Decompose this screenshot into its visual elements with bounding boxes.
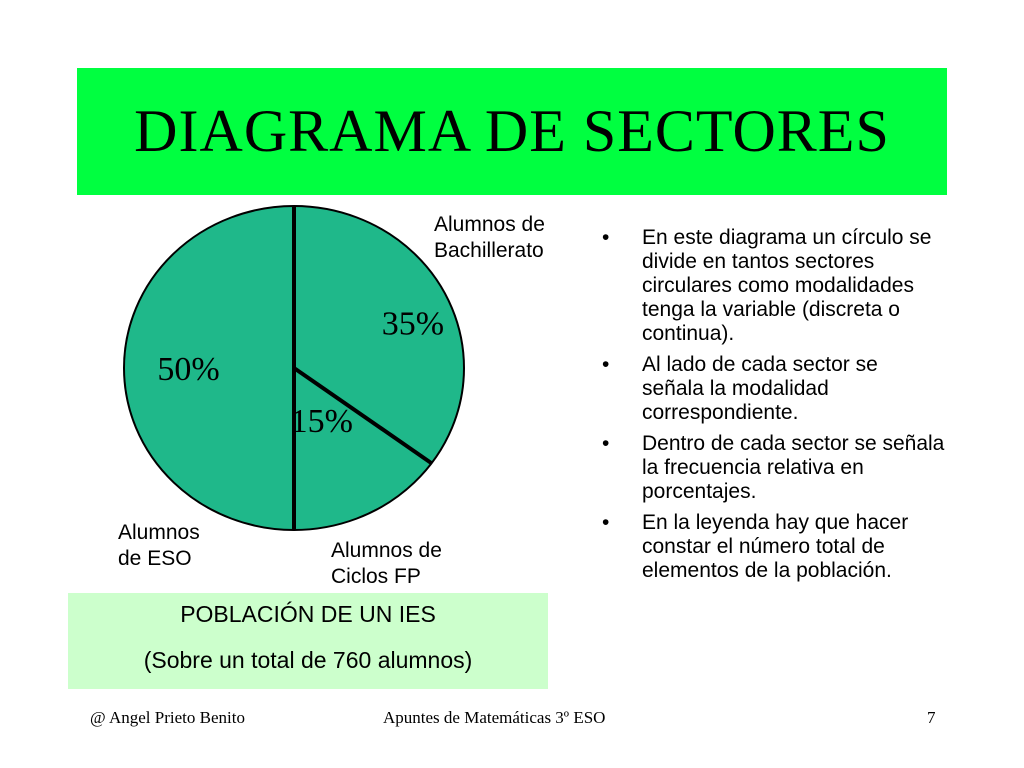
bullet-dot-icon: • xyxy=(602,511,610,534)
legend-box xyxy=(68,593,548,689)
bullet-text: En este diagrama un círculo se divide en tantos sectores circulares como modalidades tenga la variable (discreta o continua). xyxy=(642,226,932,345)
pie-value-eso: 50% xyxy=(157,351,220,388)
bullet-item xyxy=(600,226,945,346)
slide-title: DIAGRAMA DE SECTORES xyxy=(134,98,890,164)
legend-line1: POBLACIÓN DE UN IES xyxy=(180,601,436,627)
label-eso-line1: Alumnos xyxy=(118,521,200,544)
label-fp xyxy=(331,538,491,590)
label-fp-line1: Alumnos de xyxy=(331,539,442,562)
bullet-item xyxy=(600,432,945,504)
bullet-dot-icon: • xyxy=(602,226,610,249)
bullet-text: En la leyenda hay que hacer constar el número total de elementos de la población. xyxy=(642,511,909,582)
pie-value-fp: 15% xyxy=(290,402,353,440)
bullet-text: Al lado de cada sector se señala la modalidad correspondiente. xyxy=(642,353,878,424)
label-eso xyxy=(118,520,228,572)
label-fp-line2: Ciclos FP xyxy=(331,565,421,588)
pie-chart xyxy=(120,200,470,540)
label-bachillerato xyxy=(434,212,584,264)
footer-author: @ Angel Prieto Benito xyxy=(90,708,245,727)
legend-line2: (Sobre un total de 760 alumnos) xyxy=(143,647,473,673)
label-eso-line2: de ESO xyxy=(118,547,192,570)
title-banner xyxy=(77,68,947,195)
footer-page-number: 7 xyxy=(927,708,936,727)
bullet-item xyxy=(600,353,945,425)
label-bachillerato-line2: Bachillerato xyxy=(434,239,544,262)
label-bachillerato-line1: Alumnos de xyxy=(434,213,545,236)
bullet-dot-icon: • xyxy=(602,353,610,376)
bullet-item xyxy=(600,511,945,583)
bullet-text: Dentro de cada sector se señala la frecuencia relativa en porcentajes. xyxy=(642,432,945,503)
pie-value-bachillerato: 35% xyxy=(381,305,445,343)
bullet-list xyxy=(600,226,945,590)
bullet-dot-icon: • xyxy=(602,432,610,455)
footer-course: Apuntes de Matemáticas 3º ESO xyxy=(383,708,606,727)
